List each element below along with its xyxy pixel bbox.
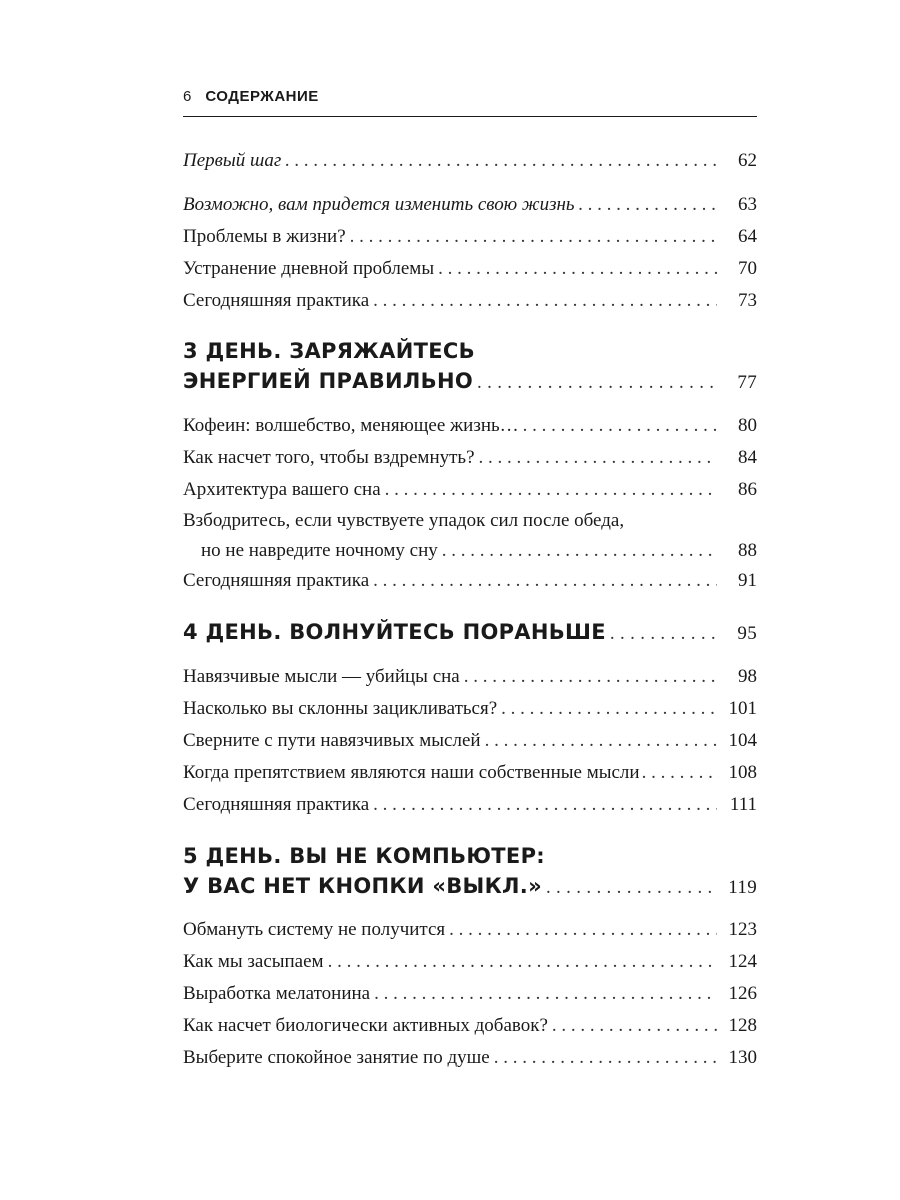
chapter-title-line2: У ВАС НЕТ КНОПКИ «ВЫКЛ.» [183, 874, 542, 898]
toc-entry-title: Возможно, вам придется изменить свою жизнь [183, 194, 575, 215]
toc-entry-title: Выработка мелатонина [183, 983, 371, 1004]
running-header [183, 88, 757, 114]
chapter-title-line1: 4 ДЕНЬ. ВОЛНУЙТЕСЬ ПОРАНЬШЕ [183, 620, 606, 644]
dot-leader [479, 443, 717, 473]
toc-entry-title: Обмануть систему не получится [183, 919, 446, 940]
toc-entry-title: Сегодняшняя практика [183, 570, 370, 591]
dot-leader [449, 915, 717, 945]
toc-entry [183, 979, 757, 1009]
toc-entry [183, 1043, 757, 1073]
toc-entry-page: 73 [738, 290, 757, 311]
toc-entry-page: 130 [728, 1047, 757, 1068]
toc-entry-title: Проблемы в жизни? [183, 226, 346, 247]
toc-entry-title: Архитектура вашего сна [183, 479, 381, 500]
toc-entry-page: 88 [738, 540, 757, 561]
dot-leader [350, 222, 717, 252]
chapter-page: 77 [737, 372, 757, 393]
toc-entry-title-line2: но не навредите ночному сну [201, 540, 438, 561]
dot-leader [385, 475, 717, 505]
dot-leader [374, 979, 717, 1009]
toc-entry-page: 126 [728, 983, 757, 1004]
toc-entry-title: Сегодняшняя практика [183, 794, 370, 815]
toc-entry [183, 566, 757, 596]
toc-entry-page: 70 [738, 258, 757, 279]
chapter-heading [183, 336, 757, 398]
page-number: 6 [183, 88, 192, 105]
toc-entry-title: Когда препятствием являются наши собственные мысли [183, 762, 640, 783]
dot-leader [438, 254, 717, 284]
toc-entry-page: 91 [738, 570, 757, 591]
toc-entry-page: 108 [728, 762, 757, 783]
toc-entry [183, 146, 757, 176]
toc-entry [183, 1011, 757, 1041]
dot-leader [485, 726, 717, 756]
dot-leader [610, 619, 717, 649]
dot-leader [373, 566, 717, 596]
toc-entry-title: Устранение дневной проблемы [183, 258, 435, 279]
dot-leader [328, 947, 717, 977]
toc-entry-page: 62 [738, 150, 757, 171]
dot-leader [285, 146, 717, 176]
toc-entry-title: Как насчет биологически активных добавок? [183, 1015, 548, 1036]
toc-entry-title: Сегодняшняя практика [183, 290, 370, 311]
dot-leader [494, 1043, 717, 1073]
toc-entry-page: 123 [728, 919, 757, 940]
toc-entry-page: 63 [738, 194, 757, 215]
chapter-title-line2: ЭНЕРГИЕЙ ПРАВИЛЬНО [183, 369, 473, 393]
toc-entry-page: 86 [738, 479, 757, 500]
toc-entry-title: Кофеин: волшебство, меняющее жизнь… [183, 415, 519, 436]
toc-entry [183, 254, 757, 284]
toc-entry [183, 222, 757, 252]
toc-entry [183, 411, 757, 441]
chapter-title-line1: 5 ДЕНЬ. ВЫ НЕ КОМПЬЮТЕР: [183, 844, 545, 868]
toc-entry-title: Навязчивые мысли — убийцы сна [183, 666, 460, 687]
toc-entry [183, 443, 757, 473]
toc-entry [183, 190, 757, 220]
chapter-heading [183, 617, 757, 649]
toc-entry [183, 726, 757, 756]
chapter-page: 119 [728, 877, 757, 898]
toc-entry [183, 758, 757, 788]
toc-entry-title: Как насчет того, чтобы вздремнуть? [183, 447, 475, 468]
toc-entry [183, 915, 757, 945]
toc-entry [183, 286, 757, 316]
toc-entry-page: 104 [728, 730, 757, 751]
toc-entry [183, 475, 757, 505]
toc-entry-page: 98 [738, 666, 757, 687]
header-rule [183, 116, 757, 117]
toc-entry-title: Первый шаг [183, 150, 282, 171]
toc-entry-title: Насколько вы склонны зацикливаться? [183, 698, 498, 719]
toc-entry [183, 506, 757, 568]
toc-entry [183, 790, 757, 820]
toc-entry-page: 124 [728, 951, 757, 972]
dot-leader [464, 662, 717, 692]
chapter-heading [183, 841, 757, 903]
chapter-title-line1: 3 ДЕНЬ. ЗАРЯЖАЙТЕСЬ [183, 339, 475, 363]
dot-leader [373, 286, 717, 316]
toc-entry-page: 64 [738, 226, 757, 247]
toc-entry-page: 101 [728, 698, 757, 719]
dot-leader [442, 536, 717, 566]
toc-entry [183, 694, 757, 724]
dot-leader [642, 758, 719, 788]
dot-leader [579, 190, 717, 220]
header-title: СОДЕРЖАНИЕ [205, 88, 319, 105]
dot-leader [501, 694, 717, 724]
toc-entry-title: Сверните с пути навязчивых мыслей [183, 730, 481, 751]
toc-entry-title: Как мы засыпаем [183, 951, 324, 972]
dot-leader [552, 1011, 717, 1041]
toc-entry-page: 128 [728, 1015, 757, 1036]
toc-entry-page: 80 [738, 415, 757, 436]
toc-entry-title: Выберите спокойное занятие по душе [183, 1047, 490, 1068]
dot-leader [546, 873, 717, 903]
toc-entry [183, 662, 757, 692]
chapter-page: 95 [737, 623, 757, 644]
dot-leader [373, 790, 717, 820]
toc-entry-page: 84 [738, 447, 757, 468]
dot-leader [523, 411, 717, 441]
toc-entry-title-line1: Взбодритесь, если чувствуете упадок сил после обеда, [183, 510, 625, 531]
toc-entry [183, 947, 757, 977]
toc-entry-page: 111 [729, 794, 757, 815]
dot-leader [477, 368, 717, 398]
